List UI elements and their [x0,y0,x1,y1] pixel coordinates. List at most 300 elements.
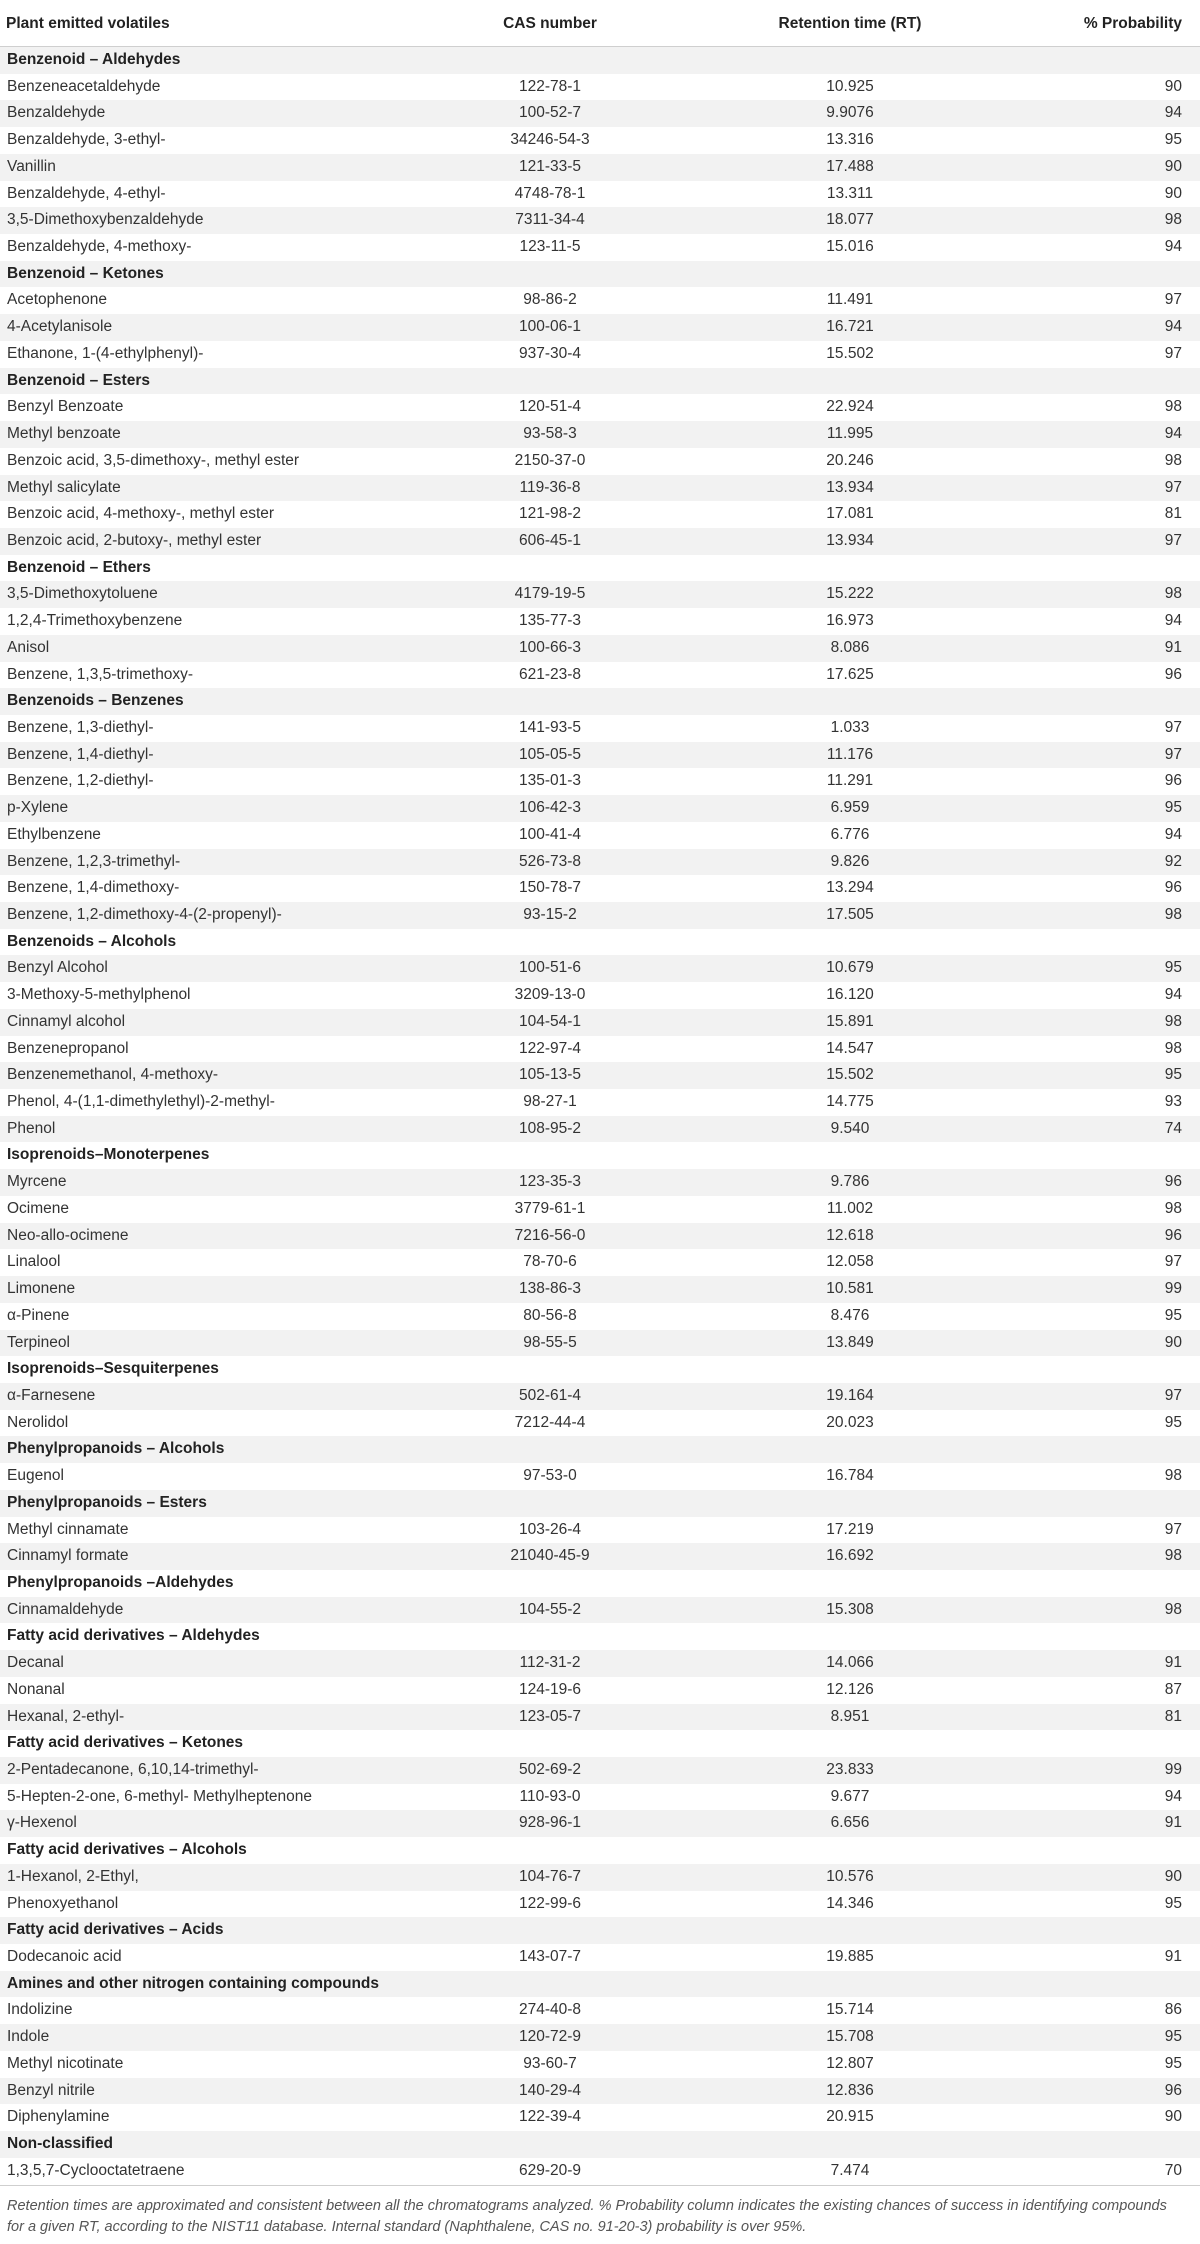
probability: 90 [1164,184,1182,202]
compound-name: 3,5-Dimethoxytoluene [7,585,158,603]
table-row [0,1997,1200,2024]
compound-name: Benzaldehyde [7,104,106,122]
compound-name: Ocimene [7,1199,70,1217]
compound-name: Benzene, 1,3-diethyl- [7,718,154,736]
compound-name: Cinnamyl formate [7,1547,129,1565]
cas-number: 135-01-3 [518,772,582,790]
compound-name: 2-Pentadecanone, 6,10,14-trimethyl- [7,1761,259,1778]
probability: 95 [1164,1066,1182,1084]
probability: 96 [1164,1226,1182,1244]
probability: 94 [1164,104,1182,122]
compound-name: Benzene, 1,2-dimethoxy-4-(2-propenyl)- [7,906,282,923]
retention-time: 7.474 [830,2161,870,2179]
cas-number: 100-51-6 [518,959,582,977]
table-row [0,608,1200,635]
compound-name: Benzene, 1,2-diethyl- [7,772,154,790]
probability: 97 [1164,531,1182,549]
retention-time: 16.784 [826,1467,874,1485]
probability: 74 [1164,1119,1182,1137]
probability: 98 [1164,1547,1182,1565]
retention-time: 20.246 [826,451,874,469]
table-row [0,875,1200,902]
table-row [0,1597,1200,1624]
cas-number: 143-07-7 [518,1948,582,1966]
table-row [0,1169,1200,1196]
compound-name: Benzene, 1,4-diethyl- [7,745,154,763]
table-row [0,1891,1200,1918]
cas-number: 104-55-2 [518,1600,582,1618]
cas-number: 4748-78-1 [514,184,586,202]
retention-time: 8.951 [830,1707,870,1725]
group-title: Isoprenoids–Monoterpenes [7,1146,210,1164]
compound-name: 5-Hepten-2-one, 6-methyl- Methylheptenone [7,1787,313,1805]
retention-time: 12.618 [826,1226,874,1244]
table-row [0,501,1200,528]
retention-time: 14.547 [826,1039,874,1057]
cas-number: 4179-19-5 [514,585,586,603]
table-row [0,581,1200,608]
compound-name: Myrcene [7,1173,67,1191]
retention-time: 23.833 [826,1761,874,1778]
probability: 91 [1164,638,1182,656]
group-row [0,1971,1200,1998]
table-row [0,1864,1200,1891]
cas-number: 123-05-7 [518,1707,582,1725]
probability: 94 [1164,425,1182,443]
retention-time: 19.164 [826,1386,874,1404]
compound-name: 3-Methoxy-5-methylphenol [7,986,191,1004]
retention-time: 12.126 [826,1680,874,1698]
retention-time: 9.786 [830,1173,870,1191]
cas-number: 100-66-3 [518,638,582,656]
compound-name: Phenoxyethanol [7,1894,119,1912]
compound-name: 1,2,4-Trimethoxybenzene [7,612,183,630]
retention-time: 15.891 [826,1012,874,1030]
cas-number: 122-39-4 [518,2108,582,2126]
probability: 98 [1164,451,1182,469]
cas-number: 3209-13-0 [514,986,586,1004]
cas-number: 97-53-0 [523,1467,577,1485]
group-row [0,688,1200,715]
cas-number: 100-52-7 [518,104,582,122]
probability: 96 [1164,1173,1182,1191]
retention-time: 15.714 [826,2001,874,2019]
cas-number: 526-73-8 [518,852,582,870]
cas-number: 105-05-5 [518,745,582,763]
table-row [0,1944,1200,1971]
group-row [0,1490,1200,1517]
cas-number: 98-86-2 [523,291,577,309]
probability: 98 [1164,906,1182,923]
probability: 92 [1164,852,1182,870]
probability: 96 [1164,665,1182,683]
probability: 97 [1164,1253,1182,1271]
compound-name: Neo-allo-ocimene [7,1226,129,1244]
compound-name: Indolizine [7,2001,73,2019]
compound-name: 4-Acetylanisole [7,318,113,336]
retention-time: 10.925 [826,77,874,95]
compound-name: Anisol [7,638,50,656]
cas-number: 122-99-6 [518,1894,582,1912]
retention-time: 10.581 [826,1280,874,1298]
table-row [0,1757,1200,1784]
compound-name: Benzene, 1,2,3-trimethyl- [7,852,181,870]
group-row [0,1570,1200,1597]
cas-number: 93-58-3 [523,425,577,443]
probability: 95 [1164,1306,1182,1324]
retention-time: 22.924 [826,398,874,416]
cas-number: 120-51-4 [518,398,582,416]
probability: 95 [1164,1894,1182,1912]
table-row [0,1062,1200,1089]
table-row [0,528,1200,555]
compound-name: γ-Hexenol [7,1814,77,1832]
table-row [0,2104,1200,2131]
retention-time: 14.775 [826,1093,874,1111]
table-row [0,1810,1200,1837]
table-row [0,982,1200,1009]
compound-name: Decanal [7,1654,64,1672]
compound-name: Methyl cinnamate [7,1520,129,1538]
retention-time: 8.476 [830,1306,870,1324]
compound-name: Methyl nicotinate [7,2054,124,2072]
header-compound: Plant emitted volatiles [6,15,170,32]
probability: 97 [1164,291,1182,309]
table-row [0,1543,1200,1570]
retention-time: 9.677 [830,1787,870,1805]
group-title: Non-classified [7,2135,113,2153]
probability: 81 [1164,1707,1182,1725]
group-title: Isoprenoids–Sesquiterpenes [7,1360,219,1378]
group-row [0,1730,1200,1757]
retention-time: 14.066 [826,1654,874,1672]
group-row [0,1917,1200,1944]
group-row [0,1356,1200,1383]
compound-name: Phenol [7,1119,56,1137]
probability: 98 [1164,1012,1182,1030]
probability: 98 [1164,585,1182,603]
compound-name: Methyl benzoate [7,425,121,443]
retention-time: 13.849 [826,1333,874,1351]
cas-number: 274-40-8 [518,2001,582,2019]
retention-time: 18.077 [826,211,874,229]
cas-number: 112-31-2 [519,1654,581,1672]
compound-name: Benzyl Benzoate [7,398,124,416]
table-row [0,849,1200,876]
compound-name: Indole [7,2028,50,2046]
probability: 98 [1164,1600,1182,1618]
cas-number: 80-56-8 [523,1306,577,1324]
probability: 93 [1164,1093,1182,1111]
group-title: Benzenoids – Alcohols [7,932,177,950]
cas-number: 104-54-1 [518,1012,582,1030]
group-title: Benzenoid – Ketones [7,264,164,282]
table-row [0,1303,1200,1330]
table-row [0,715,1200,742]
group-title: Fatty acid derivatives – Ketones [7,1734,244,1752]
group-row [0,1436,1200,1463]
group-title: Benzenoid – Aldehydes [7,51,181,68]
cas-number: 110-93-0 [519,1787,581,1805]
group-title: Fatty acid derivatives – Acids [7,1921,224,1939]
cas-number: 140-29-4 [518,2081,582,2099]
probability: 95 [1164,131,1182,149]
retention-time: 17.488 [826,157,874,175]
probability: 99 [1164,1280,1182,1298]
compound-name: Benzenemethanol, 4-methoxy- [7,1066,219,1084]
cas-number: 124-19-6 [518,1680,582,1698]
cas-number: 3779-61-1 [514,1199,586,1217]
table-row [0,154,1200,181]
retention-time: 9.826 [830,852,870,870]
table-row [0,742,1200,769]
table-row [0,475,1200,502]
cas-number: 100-06-1 [518,318,582,336]
cas-number: 135-77-3 [518,612,582,630]
cas-number: 123-11-5 [519,238,581,256]
cas-number: 105-13-5 [518,1066,582,1084]
probability: 98 [1164,211,1182,229]
cas-number: 100-41-4 [518,825,582,843]
probability: 97 [1164,344,1182,362]
retention-time: 15.308 [826,1600,874,1618]
group-title: Fatty acid derivatives – Alcohols [7,1841,247,1859]
compound-name: Benzaldehyde, 3-ethyl- [7,131,166,149]
table-row [0,74,1200,101]
compound-name: Benzoic acid, 2-butoxy-, methyl ester [7,531,262,549]
cas-number: 629-20-9 [518,2161,582,2179]
compound-name: Benzyl Alcohol [7,959,108,977]
table-row [0,1784,1200,1811]
table-row [0,2024,1200,2051]
table-row [0,1249,1200,1276]
probability: 95 [1164,2028,1182,2046]
retention-time: 20.023 [826,1413,874,1431]
group-title: Amines and other nitrogen containing compounds [7,1974,380,1992]
retention-time: 20.915 [826,2108,874,2126]
probability: 98 [1164,1039,1182,1057]
table-row [0,635,1200,662]
retention-time: 10.679 [826,959,874,977]
table-row [0,448,1200,475]
retention-time: 16.692 [826,1547,874,1565]
cas-number: 119-36-8 [519,478,581,496]
table-row [0,1463,1200,1490]
retention-time: 1.033 [830,718,870,736]
cas-number: 121-98-2 [518,505,582,523]
table-footnote: Retention times are approximated and consistent between all the chromatograms analyzed. % Probability column indicates the existing chances of success in identifying compounds for a given RT, according to the NIST11 database. Internal standard (Naphthalene, CAS no. 91-20-3) probability is over 95%. [7,2198,1167,2235]
probability: 94 [1164,318,1182,336]
group-row [0,2131,1200,2158]
probability: 96 [1164,879,1182,897]
probability: 91 [1164,1814,1182,1832]
retention-time: 11.002 [826,1199,874,1217]
cas-number: 606-45-1 [518,531,582,549]
table-row [0,421,1200,448]
compound-name: Diphenylamine [7,2108,110,2126]
compound-name: Phenol, 4-(1,1-dimethylethyl)-2-methyl- [7,1093,275,1111]
probability: 90 [1164,77,1182,95]
group-title: Benzenoid – Esters [7,371,150,389]
cas-number: 122-97-4 [518,1039,582,1057]
table-body [0,47,1200,2186]
retention-time: 9.9076 [826,104,874,122]
group-row [0,1142,1200,1169]
table-row [0,2158,1200,2186]
group-row [0,368,1200,395]
retention-time: 13.934 [826,531,874,549]
table-row [0,822,1200,849]
cas-number: 93-15-2 [523,906,577,923]
compound-name: Methyl salicylate [7,478,121,496]
cas-number: 78-70-6 [523,1253,577,1271]
compound-name: Linalool [7,1253,61,1271]
probability: 96 [1164,2081,1182,2099]
compound-name: Ethanone, 1-(4-ethylphenyl)- [7,344,204,362]
probability: 91 [1164,1654,1182,1672]
retention-time: 12.058 [826,1253,874,1271]
probability: 95 [1164,799,1182,817]
retention-time: 15.502 [826,344,874,362]
probability: 94 [1164,238,1182,256]
retention-time: 19.885 [826,1948,874,1966]
compound-name: Cinnamyl alcohol [7,1012,126,1030]
cas-number: 93-60-7 [523,2054,577,2072]
probability: 94 [1164,986,1182,1004]
compound-name: 3,5-Dimethoxybenzaldehyde [7,211,204,229]
retention-time: 14.346 [826,1894,874,1912]
cas-number: 7216-56-0 [514,1226,586,1244]
compound-name: Terpineol [7,1333,70,1351]
retention-time: 15.016 [826,238,874,256]
cas-number: 120-72-9 [518,2028,582,2046]
compound-name: Eugenol [7,1467,64,1485]
probability: 95 [1164,959,1182,977]
compound-name: Acetophenone [7,291,107,309]
header-cas: CAS number [503,15,597,32]
probability: 97 [1164,1386,1182,1404]
table-row [0,234,1200,261]
compound-name: Benzoic acid, 4-methoxy-, methyl ester [7,505,275,523]
table-row [0,955,1200,982]
table-row [0,1704,1200,1731]
cas-number: 150-78-7 [518,879,582,897]
probability: 95 [1164,2054,1182,2072]
table-row [0,1677,1200,1704]
group-title: Phenylpropanoids – Alcohols [7,1440,225,1458]
probability: 98 [1164,1467,1182,1485]
retention-time: 15.222 [826,585,874,603]
compound-name: Nerolidol [7,1413,69,1431]
group-title: Fatty acid derivatives – Aldehydes [7,1627,260,1645]
retention-time: 6.959 [830,799,870,817]
retention-time: 17.505 [826,906,874,923]
header-probability: % Probability [1083,15,1182,32]
retention-time: 15.502 [826,1066,874,1084]
table-row [0,2051,1200,2078]
cas-number: 502-61-4 [518,1386,582,1404]
cas-number: 121-33-5 [518,157,582,175]
compound-name: Benzene, 1,4-dimethoxy- [7,879,180,897]
cas-number: 937-30-4 [518,344,582,362]
table-row [0,1330,1200,1357]
group-title: Phenylpropanoids – Esters [7,1493,207,1511]
probability: 94 [1164,612,1182,630]
cas-number: 21040-45-9 [510,1547,590,1565]
retention-time: 6.656 [830,1814,870,1832]
compound-name: p-Xylene [7,799,69,817]
table-row [0,1089,1200,1116]
cas-number: 928-96-1 [518,1814,582,1832]
probability: 95 [1164,1413,1182,1431]
table-row [0,1036,1200,1063]
table-row [0,1276,1200,1303]
compound-name: Nonanal [7,1680,65,1698]
probability: 96 [1164,772,1182,790]
cas-number: 122-78-1 [518,77,582,95]
retention-time: 13.316 [826,131,874,149]
table-row [0,287,1200,314]
retention-time: 9.540 [830,1119,870,1137]
retention-time: 15.708 [826,2028,874,2046]
probability: 97 [1164,745,1182,763]
table-row [0,100,1200,127]
group-row [0,555,1200,582]
group-title: Benzenoid – Ethers [7,558,151,576]
probability: 90 [1164,2108,1182,2126]
retention-time: 11.491 [826,291,874,309]
probability: 87 [1164,1680,1182,1698]
table-row [0,1650,1200,1677]
table-row [0,662,1200,689]
table-row [0,795,1200,822]
compound-name: Limonene [7,1280,76,1298]
group-title: Phenylpropanoids –Aldehydes [7,1573,234,1591]
group-row [0,1837,1200,1864]
cas-number: 103-26-4 [518,1520,582,1538]
table-row [0,1116,1200,1143]
cas-number: 621-23-8 [518,665,582,683]
cas-number: 2150-37-0 [514,451,586,469]
compound-name: Cinnamaldehyde [7,1600,124,1618]
retention-time: 13.294 [826,879,874,897]
cas-number: 108-95-2 [518,1119,582,1137]
cas-number: 141-93-5 [518,718,582,736]
retention-time: 10.576 [826,1867,874,1885]
table-row [0,1410,1200,1437]
table-row [0,1517,1200,1544]
compound-name: Ethylbenzene [7,825,101,843]
table-header [0,0,1200,47]
compound-name: Vanillin [7,157,56,175]
group-title: Benzenoids – Benzenes [7,692,184,710]
retention-time: 11.176 [826,745,874,763]
retention-time: 16.721 [826,318,874,336]
probability: 70 [1164,2161,1182,2179]
probability: 90 [1164,1333,1182,1351]
compound-name: α-Pinene [7,1306,70,1324]
table-row [0,2078,1200,2105]
cas-number: 7311-34-4 [515,211,585,229]
compound-name: Benzoic acid, 3,5-dimethoxy-, methyl ester [7,451,300,469]
retention-time: 12.807 [826,2054,874,2072]
probability: 91 [1164,1948,1182,1966]
compound-name: 1,3,5,7-Cyclooctatetraene [7,2161,185,2179]
compound-name: Benzene, 1,3,5-trimethoxy- [7,665,194,683]
retention-time: 11.291 [826,772,874,790]
compound-name: 1-Hexanol, 2-Ethyl, [7,1867,139,1885]
table-row [0,1009,1200,1036]
